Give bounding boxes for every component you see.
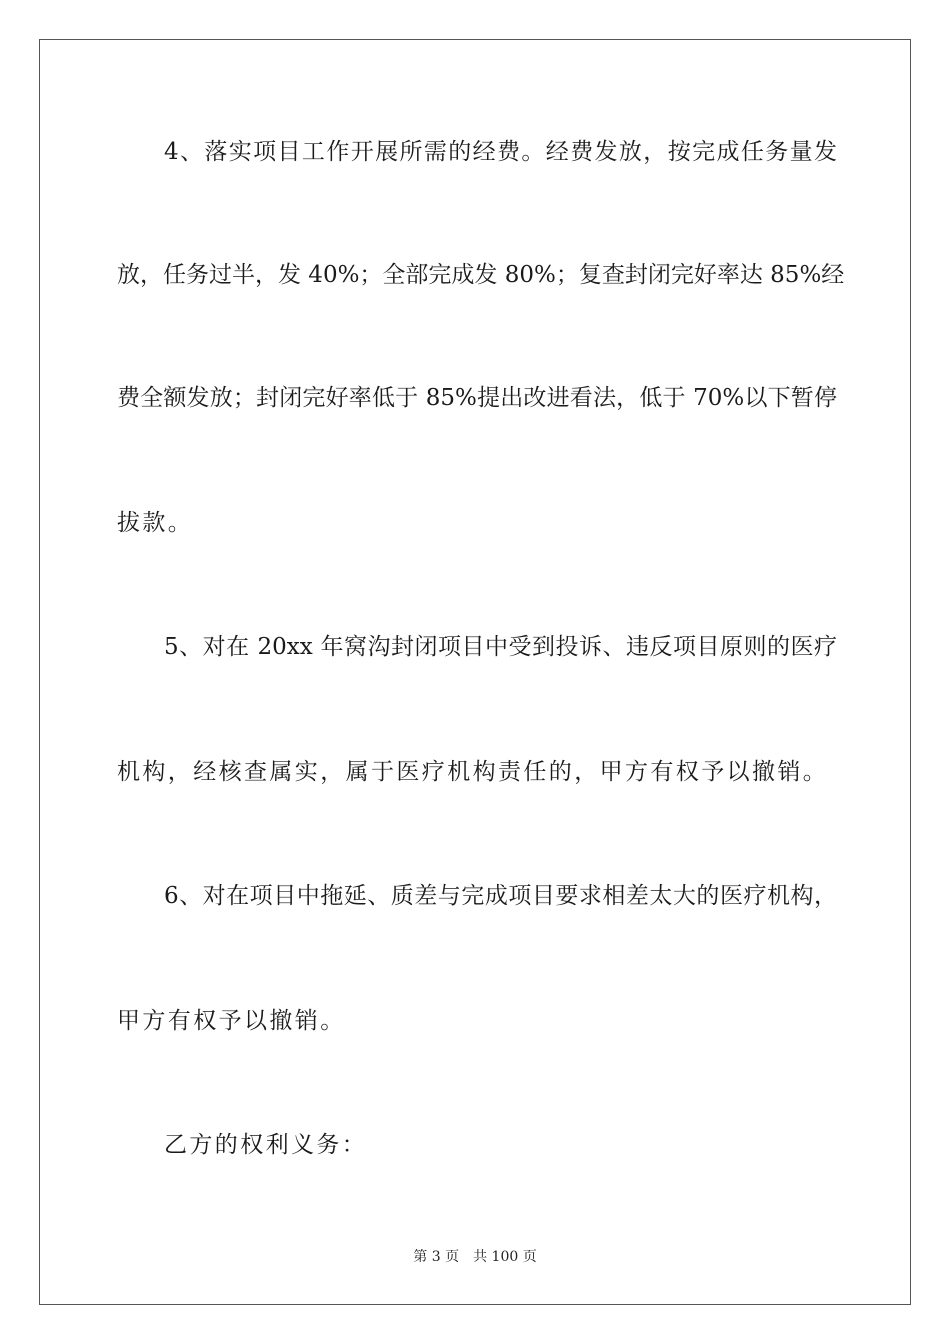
section-heading-party-b: 乙方的权利义务：	[164, 1132, 368, 1158]
paragraph-6-line-1: 6、对在项目中拖延、质差与完成项目要求相差太大的医疗机构，	[164, 883, 837, 909]
paragraph-4-line-2: 放，任务过半，发 40%；全部完成发 80%；复查封闭完好率达 85%经	[117, 262, 845, 288]
page-footer	[0, 1248, 950, 1266]
paragraph-4-line-3: 费全额发放；封闭完好率低于 85%提出改进看法，低于 70%以下暂停	[117, 385, 837, 411]
paragraph-5-line-2: 机构，经核查属实，属于医疗机构责任的，甲方有权予以撤销。	[117, 759, 829, 785]
page-number: 第 3 页	[413, 1249, 460, 1265]
page-border	[39, 39, 911, 1305]
paragraph-4-line-4: 拔款。	[117, 510, 194, 536]
page-total: 共 100 页	[473, 1249, 537, 1265]
paragraph-6-line-2: 甲方有权予以撤销。	[117, 1008, 346, 1034]
paragraph-5-line-1: 5、对在 20xx 年窝沟封闭项目中受到投诉、违反项目原则的医疗	[164, 634, 837, 660]
paragraph-4-line-1: 4、落实项目工作开展所需的经费。经费发放，按完成任务量发	[164, 139, 837, 165]
